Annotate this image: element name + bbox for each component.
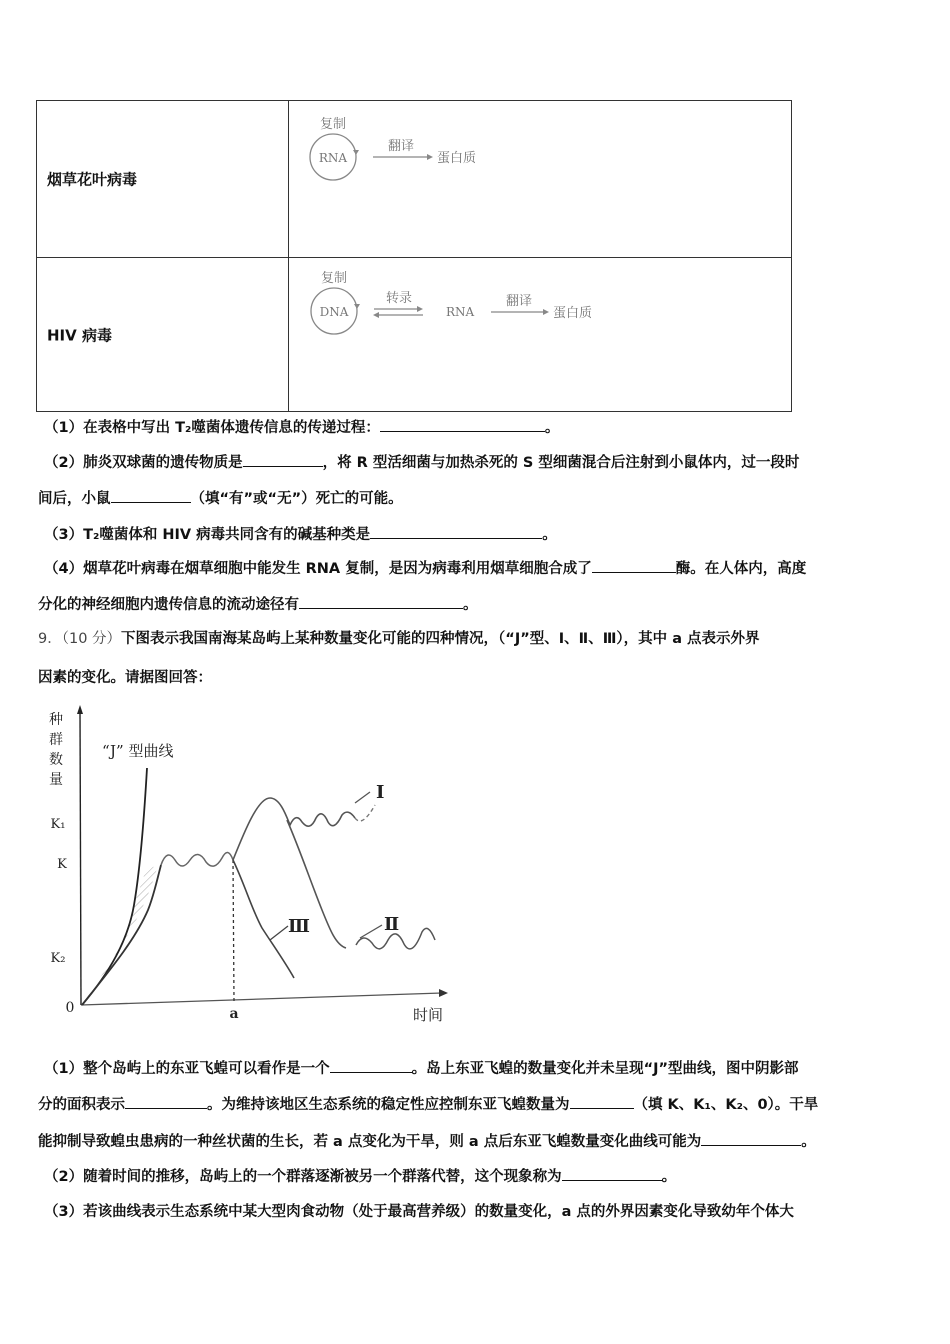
arrowhead-icon [417,306,423,312]
text: 分化的神经细胞内遗传信息的流动途径有 [38,597,299,613]
question-8-4 [44,557,806,578]
arrow-label: 翻译 [387,139,415,154]
middle-label: RNA [446,305,475,319]
text: （4）烟草花叶病毒在烟草细胞中能发生 RNA 复制，是因为病毒利用烟草细胞合成了 [44,561,592,577]
text: 间后，小鼠 [38,491,111,507]
question-8-2-cont [38,487,403,508]
answer-blank[interactable] [570,1094,634,1109]
tick-origin: 0 [65,1000,75,1016]
population-growth-figure [30,700,470,1030]
curve-II-pointer [360,925,382,938]
curve-label-II: Ⅱ [384,914,400,935]
question-9-stem [38,627,760,648]
text: 。 [801,1134,816,1150]
question-8-1 [44,416,559,437]
x-axis-label: 时间 [412,1006,444,1024]
curve-label-I: Ⅰ [376,782,385,803]
text: 。 [661,1169,677,1185]
question-9-3 [44,1200,794,1221]
product-label: 蛋白质 [437,151,477,166]
text: 酶。在人体内，高度 [675,561,807,577]
table-row-tmv [37,101,791,258]
answer-blank[interactable] [562,1166,662,1181]
text: 因素的变化。请据图回答： [38,670,212,686]
flow-diagram-hiv [289,258,791,411]
x-axis [81,993,442,1005]
x-axis-arrow-icon [439,989,448,997]
y-label-char: 数 [49,752,63,768]
center-label: DNA [319,305,349,319]
tmv-flow-svg [289,101,789,251]
loop-label: 复制 [320,271,348,286]
text: 。 [544,420,560,436]
answer-blank[interactable] [330,1058,412,1073]
virus-name: 烟草花叶病毒 [47,170,138,189]
question-9-1-cont2 [38,1130,816,1151]
virus-name: HIV 病毒 [47,326,112,344]
question-9-1-cont [38,1093,818,1114]
arrowhead-icon [543,309,549,315]
answer-blank[interactable] [125,1094,207,1109]
flow-diagram-tmv [289,101,791,257]
y-axis-label [49,712,63,788]
text: 。为维持该地区生态系统的稳定性应控制东亚飞蝗数量为 [207,1097,570,1113]
arrowhead-icon [354,304,360,309]
question-8-2 [44,451,799,472]
text: （1）整个岛屿上的东亚飞蝗可以看作是一个 [44,1061,330,1077]
text: （3）T₂噬菌体和 HIV 病毒共同含有的碱基种类是 [44,527,371,543]
center-label: RNA [318,151,348,165]
text: （1）在表格中写出 T₂噬菌体遗传信息的传递过程： [44,420,380,436]
curve-label-III: Ⅲ [288,916,310,937]
text: （填“有”或“无”）死亡的可能。 [190,491,403,507]
tick-k2: K₂ [50,951,66,966]
curve-I [233,798,355,860]
curve-III-pointer [270,926,288,940]
arrowhead-icon [373,312,379,318]
text: ，将 R 型活细菌与加热杀死的 S 型细菌混合后注射到小鼠体内，过一段时 [322,455,800,471]
tick-a: a [229,1006,239,1022]
virus-info-table [36,100,792,412]
j-curve-label: “J” 型曲线 [102,742,174,760]
y-axis [80,710,81,1005]
answer-blank[interactable] [243,452,323,467]
tick-k1: K₁ [50,817,66,832]
text: 分的面积表示 [38,1097,125,1113]
shaded-area [82,865,158,1005]
hiv-flow-svg [289,258,789,408]
text: （3）若该曲线表示生态系统中某大型肉食动物（处于最高营养级）的数量变化，a 点的外界因素变化导致幼年个体大 [44,1204,794,1220]
question-number: 9．（10 分） [38,631,122,647]
product-label: 蛋白质 [553,306,593,321]
y-label-char: 量 [49,772,63,788]
tick-k: K [57,857,67,872]
text: 能抑制导致蝗虫患病的一种丝状菌的生长，若 a 点变化为干旱，则 a 点后东亚飞蝗数量变化曲线可能为 [38,1134,702,1150]
answer-blank[interactable] [701,1131,801,1146]
a-dashed-line [233,860,234,1002]
text: 。岛上东亚飞蝗的数量变化并未呈现“J”型曲线，图中阴影部 [411,1061,799,1077]
curve-I-tail [355,805,375,821]
answer-blank[interactable] [111,488,191,503]
arrow-label: 转录 [385,291,413,306]
question-9-2 [44,1165,676,1186]
text: 下图表示我国南海某岛屿上某种数量变化可能的四种情况，（“J”型、Ⅰ、Ⅱ、Ⅲ），其中 a 点表示外界 [121,631,760,647]
question-8-4-cont [38,593,478,614]
arrowhead-icon [427,154,433,160]
answer-blank[interactable] [592,558,676,573]
y-label-char: 种 [49,712,63,728]
j-curve [82,768,147,1005]
text: （2）肺炎双球菌的遗传物质是 [44,455,243,471]
loop-label: 复制 [319,117,347,132]
arrow-label: 翻译 [505,294,533,309]
y-axis-arrow-icon [77,705,83,714]
question-8-3 [44,523,557,544]
answer-blank[interactable] [299,594,463,609]
question-9-1 [44,1057,799,1078]
y-label-char: 群 [49,732,63,748]
text: 。 [542,527,557,543]
curve-I-pointer [355,792,370,803]
answer-blank[interactable] [380,417,545,432]
text: 。 [463,597,478,613]
text: （填 K、K₁、K₂、0）。干旱 [633,1097,819,1113]
arrowhead-icon [353,150,359,155]
question-9-stem-cont [38,666,212,687]
k-oscillation [161,852,233,866]
answer-blank[interactable] [370,524,542,539]
curve-III [233,860,294,978]
table-row-hiv [37,258,791,411]
text: （2）随着时间的推移，岛屿上的一个群落逐渐被另一个群落代替，这个现象称为 [44,1169,562,1185]
